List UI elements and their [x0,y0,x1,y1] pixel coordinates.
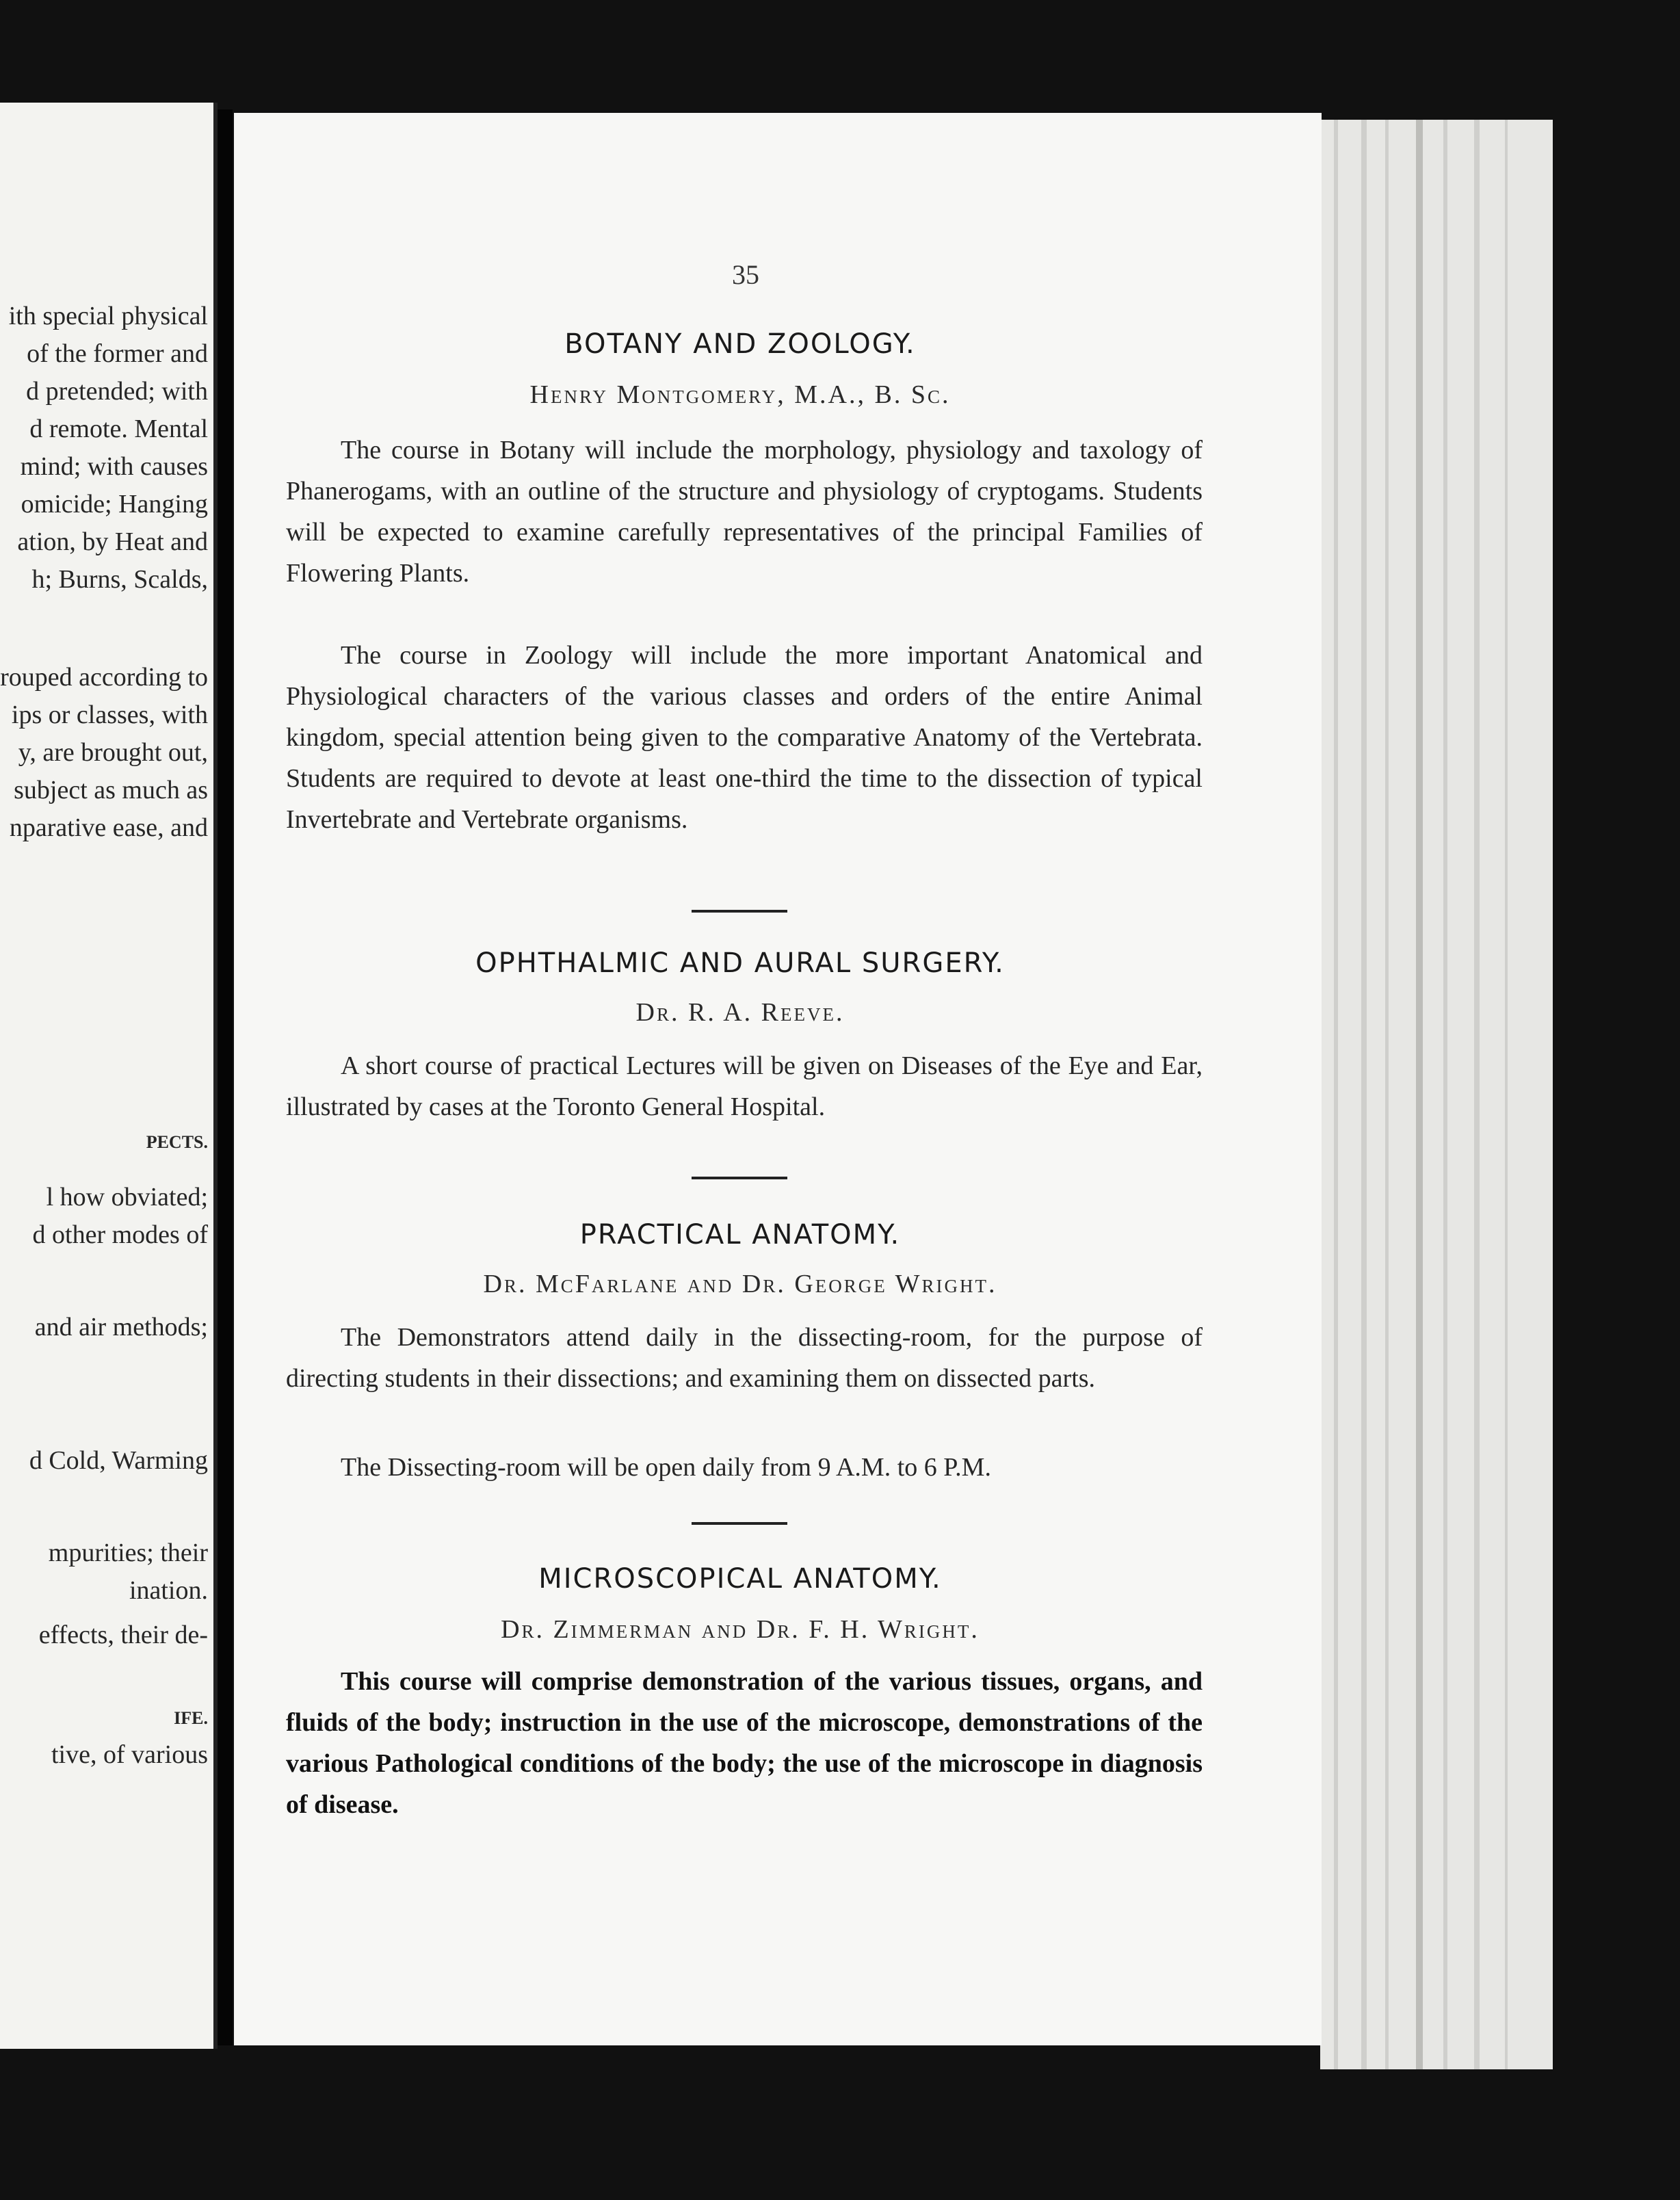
section-heading-microscopical-anatomy: MICROSCOPICAL ANATOMY. [538,1563,942,1595]
left-page-line: d remote. Mental [29,415,208,443]
section-divider [692,1522,787,1525]
section-heading-ophthalmic-aural-surgery: OPHTHALMIC AND AURAL SURGERY. [475,947,1005,979]
section-author: Henry Montgomery, M.A., B. Sc. [529,380,951,409]
paragraph: The Demonstrators attend daily in the dissecting-room, for the purpose of directing students in their dissections; and examining them on dissected parts. [286,1323,1203,1393]
left-page-line: tive, of various [51,1740,208,1769]
left-page-line: l how obviated; [46,1183,208,1212]
section-author: Dr. McFarlane and Dr. George Wright. [483,1270,997,1298]
left-page-line: mpurities; their [48,1538,208,1567]
left-facing-page [0,103,218,2049]
page-number: 35 [732,259,759,290]
left-page-line: nparative ease, and [9,813,208,842]
book-gutter [218,109,233,2045]
left-page-line: omicide; Hanging [21,490,208,519]
left-page-line: PECTS. [146,1132,208,1152]
paragraph: The course in Zoology will include the more important Anatomical and Physiological characters of the various classes and orders of the entire Animal kingdom, special attention being given to the comparative Anatomy of the Vertebrata. Students are required to devote at least one-third the time to the dissection of typical Invertebrate and Vertebrate organisms. [286,641,1203,834]
section-author: Dr. Zimmerman and Dr. F. H. Wright. [501,1615,980,1644]
paragraph: The Dissecting-room will be open daily from 9 A.M. to 6 P.M. [341,1453,991,1482]
section-divider [692,910,787,913]
left-page-line: d pretended; with [26,377,208,406]
page-edges [1320,120,1553,2069]
left-page-line: ips or classes, with [11,700,208,729]
section-heading-practical-anatomy: PRACTICAL ANATOMY. [579,1219,901,1250]
left-page-line: d other modes of [32,1220,208,1249]
left-page-line: ation, by Heat and [17,527,208,556]
left-page-line: h; Burns, Scalds, [31,565,208,594]
paragraph: This course will comprise demonstration of the various tissues, organs, and fluids of the body; instruction in the use of the microscope, demonstrations of the various Pathological conditions of the body; the use of the microscope in diagnosis of disease. [286,1667,1203,1819]
left-page-line: and air methods; [34,1313,208,1341]
section-heading-botany-zoology: BOTANY AND ZOOLOGY. [564,328,916,360]
left-page-line: effects, their de- [38,1621,208,1649]
left-page-line: ination. [129,1576,208,1605]
left-page-line: of the former and [27,339,208,368]
paragraph: A short course of practical Lectures will be given on Diseases of the Eye and Ear, illustrated by cases at the Toronto General Hospital. [286,1051,1203,1121]
left-page-line: y, are brought out, [18,738,208,767]
left-page-line: ith special physical [8,302,208,330]
left-page-line: subject as much as [14,776,208,804]
left-page-line: mind; with causes [20,452,208,481]
left-page-line: rouped according to [0,663,208,692]
section-divider [692,1177,787,1179]
paragraph: The course in Botany will include the morphology, physiology and taxology of Phanerogams, with an outline of the structure and physiology of cryptogams. Students will be expected to examine carefully representatives of the principal Families of Flowering Plants. [286,436,1203,588]
section-author: Dr. R. A. Reeve. [635,998,845,1027]
left-page-line: IFE. [174,1708,208,1728]
left-page-line: d Cold, Warming [29,1446,208,1475]
